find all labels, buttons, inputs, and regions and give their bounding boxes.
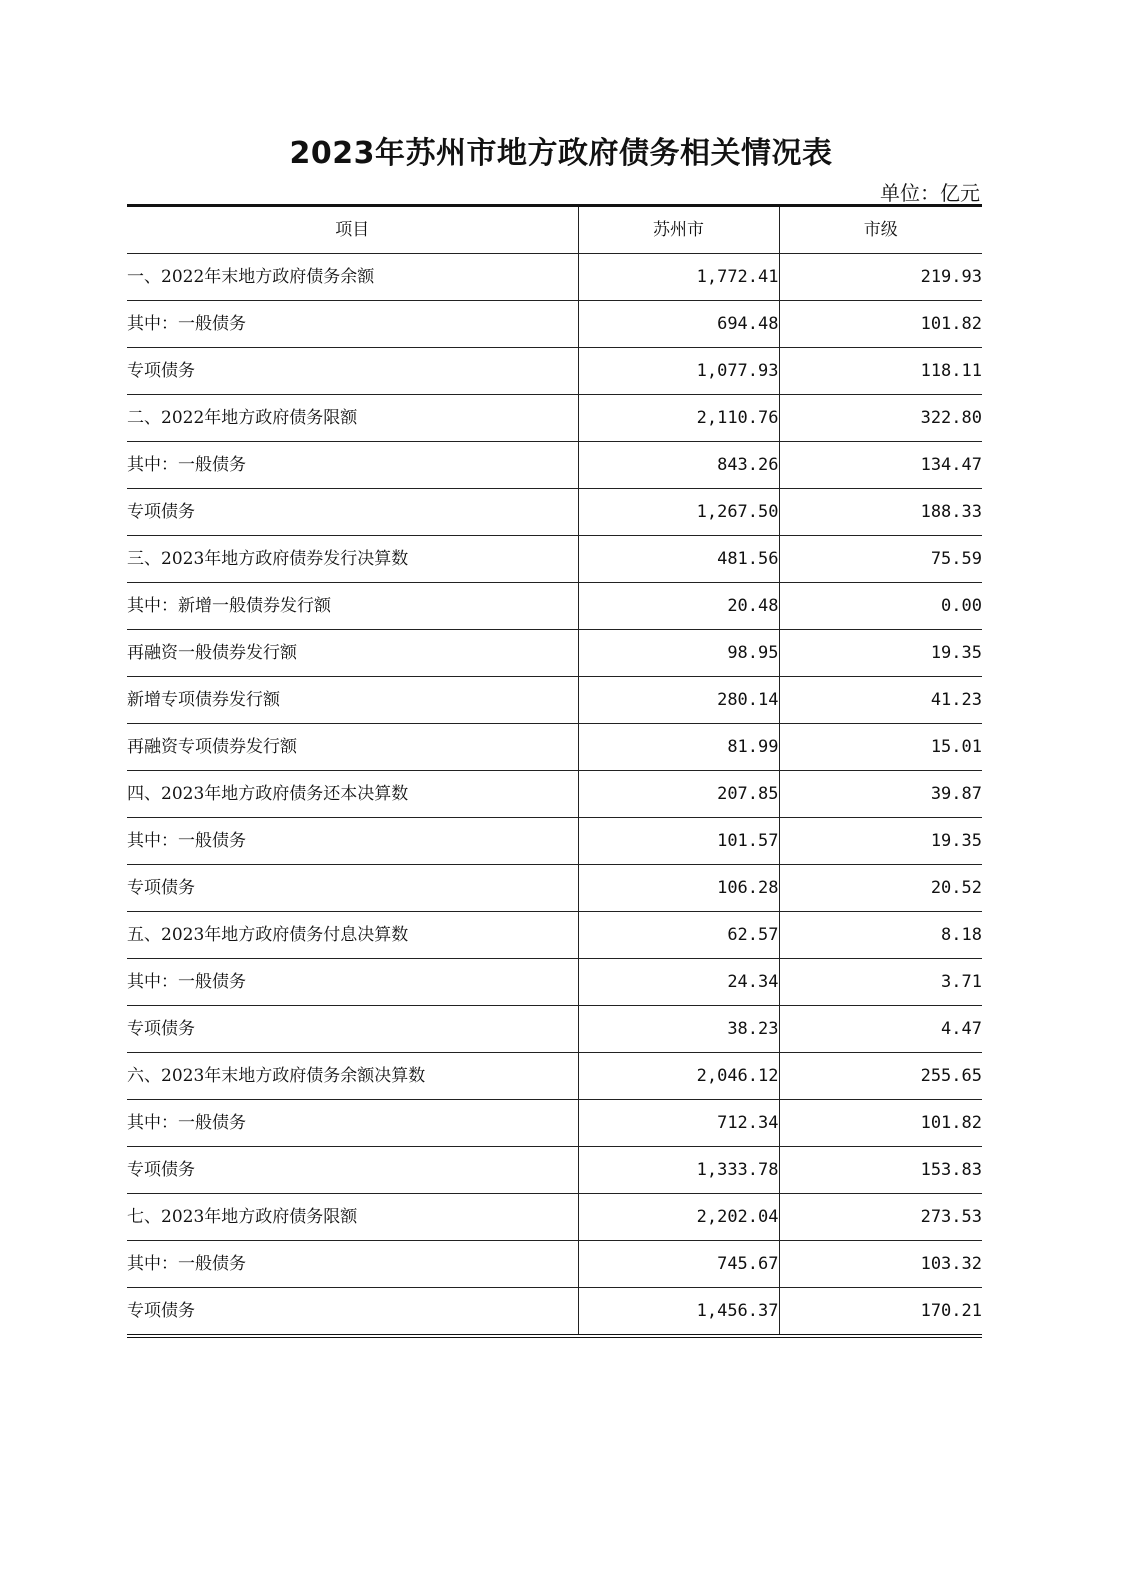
row-label: 三、2023年地方政府债券发行决算数 [127,536,578,583]
page-title: 2023年苏州市地方政府债务相关情况表 [289,136,833,171]
municipal-value: 41.23 [779,677,982,724]
row-label: 专项债务 [127,489,578,536]
table-row [127,865,982,912]
table-row [127,395,982,442]
municipal-value: 153.83 [779,1147,982,1194]
table-body [127,254,982,1337]
suzhou-value: 1,333.78 [578,1147,779,1194]
municipal-value: 273.53 [779,1194,982,1241]
municipal-value: 3.71 [779,959,982,1006]
row-label: 其中：一般债务 [127,818,578,865]
table-row [127,771,982,818]
column-header-item: 项目 [127,206,578,254]
row-label: 专项债务 [127,865,578,912]
municipal-value: 255.65 [779,1053,982,1100]
municipal-value: 101.82 [779,301,982,348]
municipal-value: 118.11 [779,348,982,395]
table-row [127,301,982,348]
table-row [127,677,982,724]
municipal-value: 39.87 [779,771,982,818]
suzhou-value: 24.34 [578,959,779,1006]
suzhou-value: 1,456.37 [578,1288,779,1337]
row-label: 专项债务 [127,1006,578,1053]
table-row [127,583,982,630]
municipal-value: 20.52 [779,865,982,912]
row-label: 专项债务 [127,1288,578,1337]
municipal-value: 322.80 [779,395,982,442]
municipal-value: 19.35 [779,630,982,677]
table-row [127,724,982,771]
row-label: 其中：一般债务 [127,442,578,489]
suzhou-value: 2,046.12 [578,1053,779,1100]
table-row [127,1100,982,1147]
row-label: 专项债务 [127,1147,578,1194]
table-row [127,630,982,677]
table-header-row [127,206,982,254]
column-header-municipal: 市级 [779,206,982,254]
suzhou-value: 207.85 [578,771,779,818]
row-label: 专项债务 [127,348,578,395]
municipal-value: 101.82 [779,1100,982,1147]
municipal-value: 103.32 [779,1241,982,1288]
row-label: 再融资专项债券发行额 [127,724,578,771]
table-row [127,536,982,583]
table-row [127,1147,982,1194]
suzhou-value: 280.14 [578,677,779,724]
table-row [127,912,982,959]
municipal-value: 188.33 [779,489,982,536]
suzhou-value: 1,077.93 [578,348,779,395]
suzhou-value: 81.99 [578,724,779,771]
table-row [127,818,982,865]
municipal-value: 15.01 [779,724,982,771]
suzhou-value: 745.67 [578,1241,779,1288]
row-label: 二、2022年地方政府债务限额 [127,395,578,442]
municipal-value: 8.18 [779,912,982,959]
table-row [127,1006,982,1053]
column-header-suzhou: 苏州市 [578,206,779,254]
row-label: 其中：一般债务 [127,1100,578,1147]
suzhou-value: 101.57 [578,818,779,865]
suzhou-value: 481.56 [578,536,779,583]
suzhou-value: 843.26 [578,442,779,489]
row-label: 四、2023年地方政府债务还本决算数 [127,771,578,818]
row-label: 其中：一般债务 [127,301,578,348]
suzhou-value: 106.28 [578,865,779,912]
row-label: 其中：一般债务 [127,959,578,1006]
row-label: 五、2023年地方政府债务付息决算数 [127,912,578,959]
row-label: 七、2023年地方政府债务限额 [127,1194,578,1241]
suzhou-value: 1,267.50 [578,489,779,536]
municipal-value: 134.47 [779,442,982,489]
row-label: 一、2022年末地方政府债务余额 [127,254,578,301]
row-label: 再融资一般债券发行额 [127,630,578,677]
table-row [127,489,982,536]
table-row [127,348,982,395]
suzhou-value: 1,772.41 [578,254,779,301]
suzhou-value: 2,202.04 [578,1194,779,1241]
suzhou-value: 98.95 [578,630,779,677]
table-row [127,1053,982,1100]
municipal-value: 0.00 [779,583,982,630]
municipal-value: 219.93 [779,254,982,301]
table-row [127,1241,982,1288]
unit-note: 单位：亿元 [880,181,980,205]
suzhou-value: 694.48 [578,301,779,348]
suzhou-value: 712.34 [578,1100,779,1147]
suzhou-value: 20.48 [578,583,779,630]
table-row [127,442,982,489]
table-row [127,959,982,1006]
suzhou-value: 38.23 [578,1006,779,1053]
row-label: 其中：一般债务 [127,1241,578,1288]
municipal-value: 19.35 [779,818,982,865]
municipal-value: 170.21 [779,1288,982,1337]
municipal-value: 4.47 [779,1006,982,1053]
table-row [127,1194,982,1241]
municipal-value: 75.59 [779,536,982,583]
row-label: 六、2023年末地方政府债务余额决算数 [127,1053,578,1100]
row-label: 新增专项债券发行额 [127,677,578,724]
suzhou-value: 62.57 [578,912,779,959]
row-label: 其中：新增一般债券发行额 [127,583,578,630]
debt-table [127,204,982,1338]
table-row [127,254,982,301]
table-row [127,1288,982,1337]
suzhou-value: 2,110.76 [578,395,779,442]
